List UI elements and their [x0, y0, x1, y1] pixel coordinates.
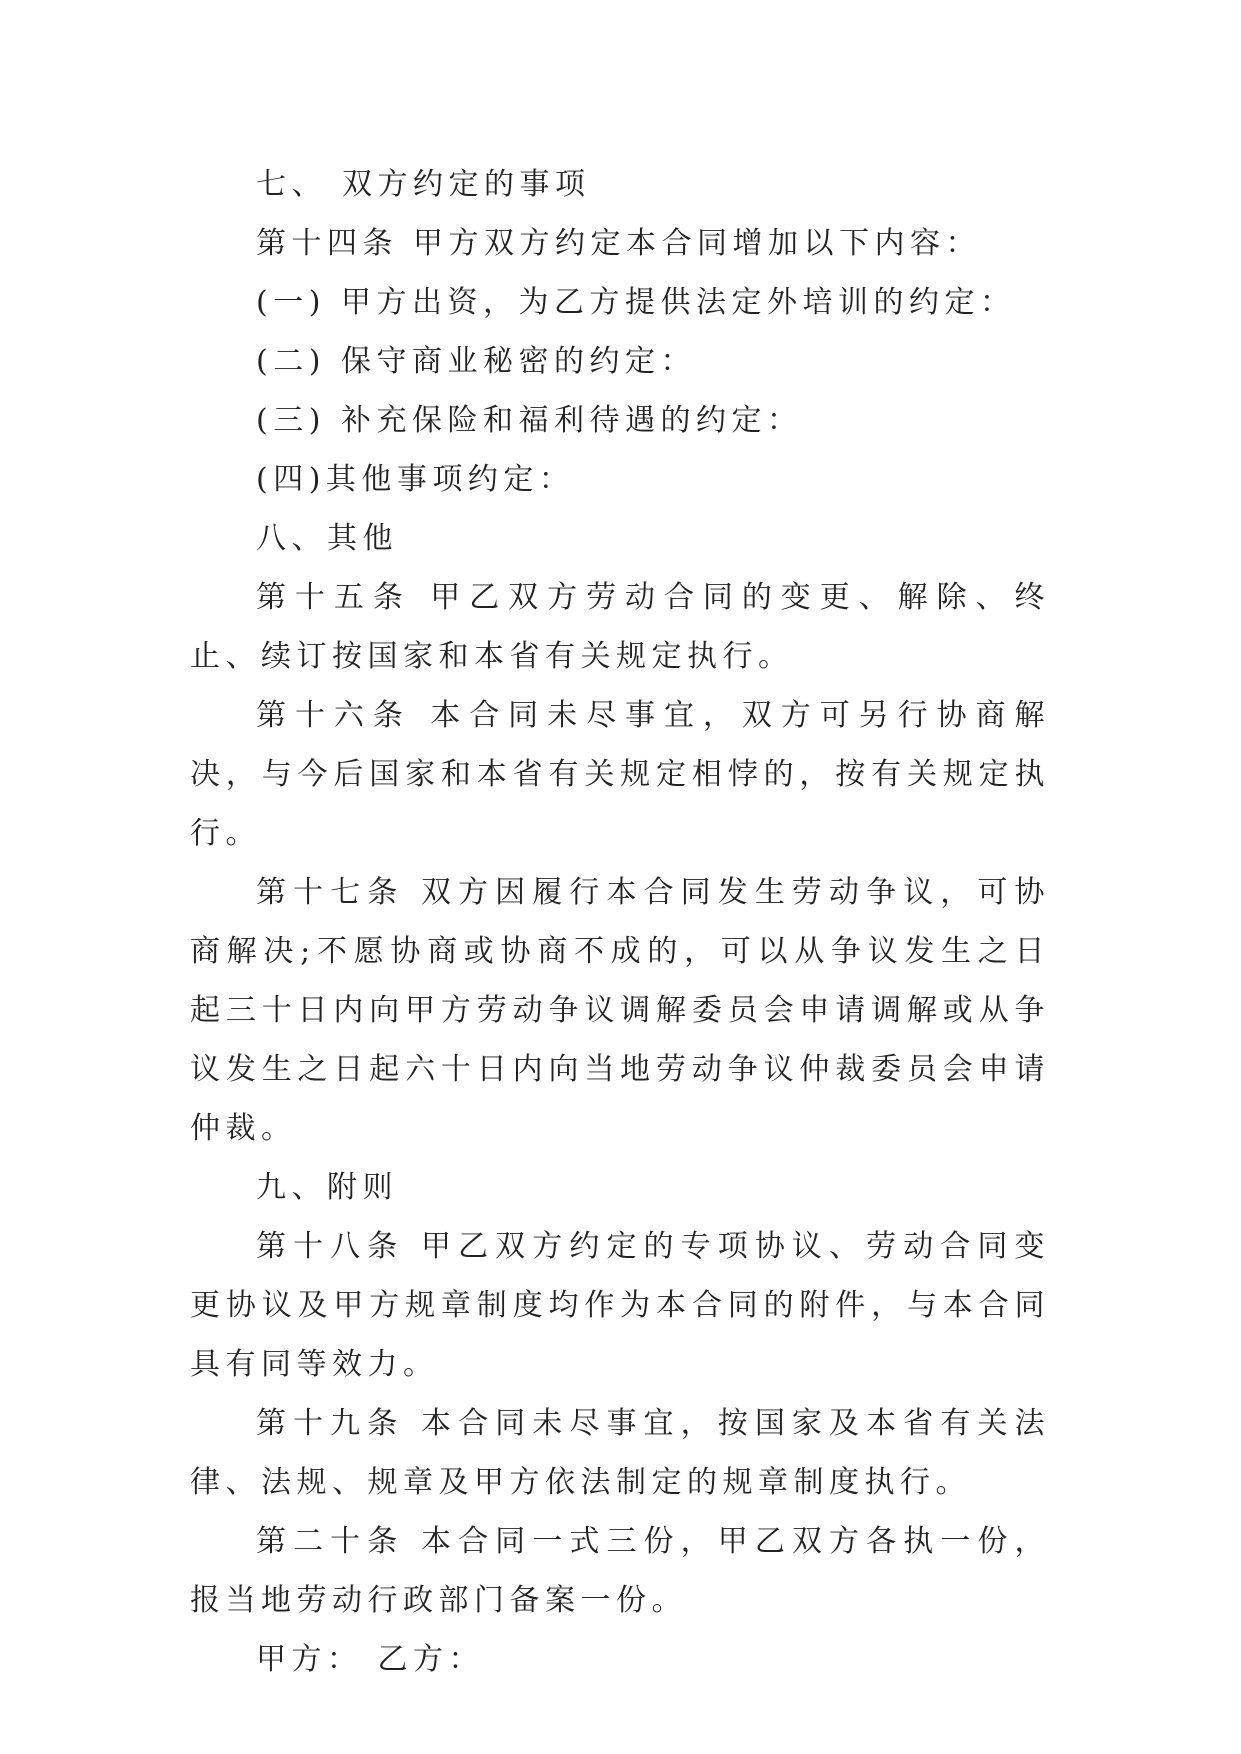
section-heading-8: 八、其他 — [256, 521, 398, 556]
article-17: 第十七条 双方因履行本合同发生劳动争议，可协商解决;不愿协商或协商不成的，可以从争议发生之日起三十日内向甲方劳动争议调解委员会申请调解或从争议发生之日起六十日内向当地劳动争议仲裁委员会申请仲裁。 — [190, 875, 1050, 1146]
document-body — [190, 155, 1050, 1689]
article-14-item-3: (三) 补充保险和福利待遇的约定： — [256, 403, 803, 438]
article-14-item-1: (一) 甲方出资，为乙方提供法定外培训的约定： — [256, 285, 1016, 320]
article-20: 第二十条 本合同一式三份，甲乙双方各执一份，报当地劳动行政部门备案一份。 — [190, 1524, 1050, 1618]
article-14-item-2: (二) 保守商业秘密的约定： — [256, 344, 696, 379]
signature-line: 甲方： 乙方： — [256, 1642, 485, 1677]
section-heading-9: 九、附则 — [256, 1170, 398, 1205]
article-19: 第十九条 本合同未尽事宜，按国家及本省有关法律、法规、规章及甲方依法制定的规章制度执行。 — [190, 1406, 1050, 1500]
article-16: 第十六条 本合同未尽事宜，双方可另行协商解决，与今后国家和本省有关规定相悖的，按有关规定执行。 — [190, 698, 1050, 851]
article-14: 第十四条 甲方双方约定本合同增加以下内容： — [256, 226, 982, 261]
section-heading-7: 七、 双方约定的事项 — [256, 167, 591, 202]
article-15: 第十五条 甲乙双方劳动合同的变更、解除、终止、续订按国家和本省有关规定执行。 — [190, 580, 1050, 674]
article-14-item-4: (四)其他事项约定： — [256, 462, 575, 497]
article-18: 第十八条 甲乙双方约定的专项协议、劳动合同变更协议及甲方规章制度均作为本合同的附件，与本合同具有同等效力。 — [190, 1229, 1050, 1382]
